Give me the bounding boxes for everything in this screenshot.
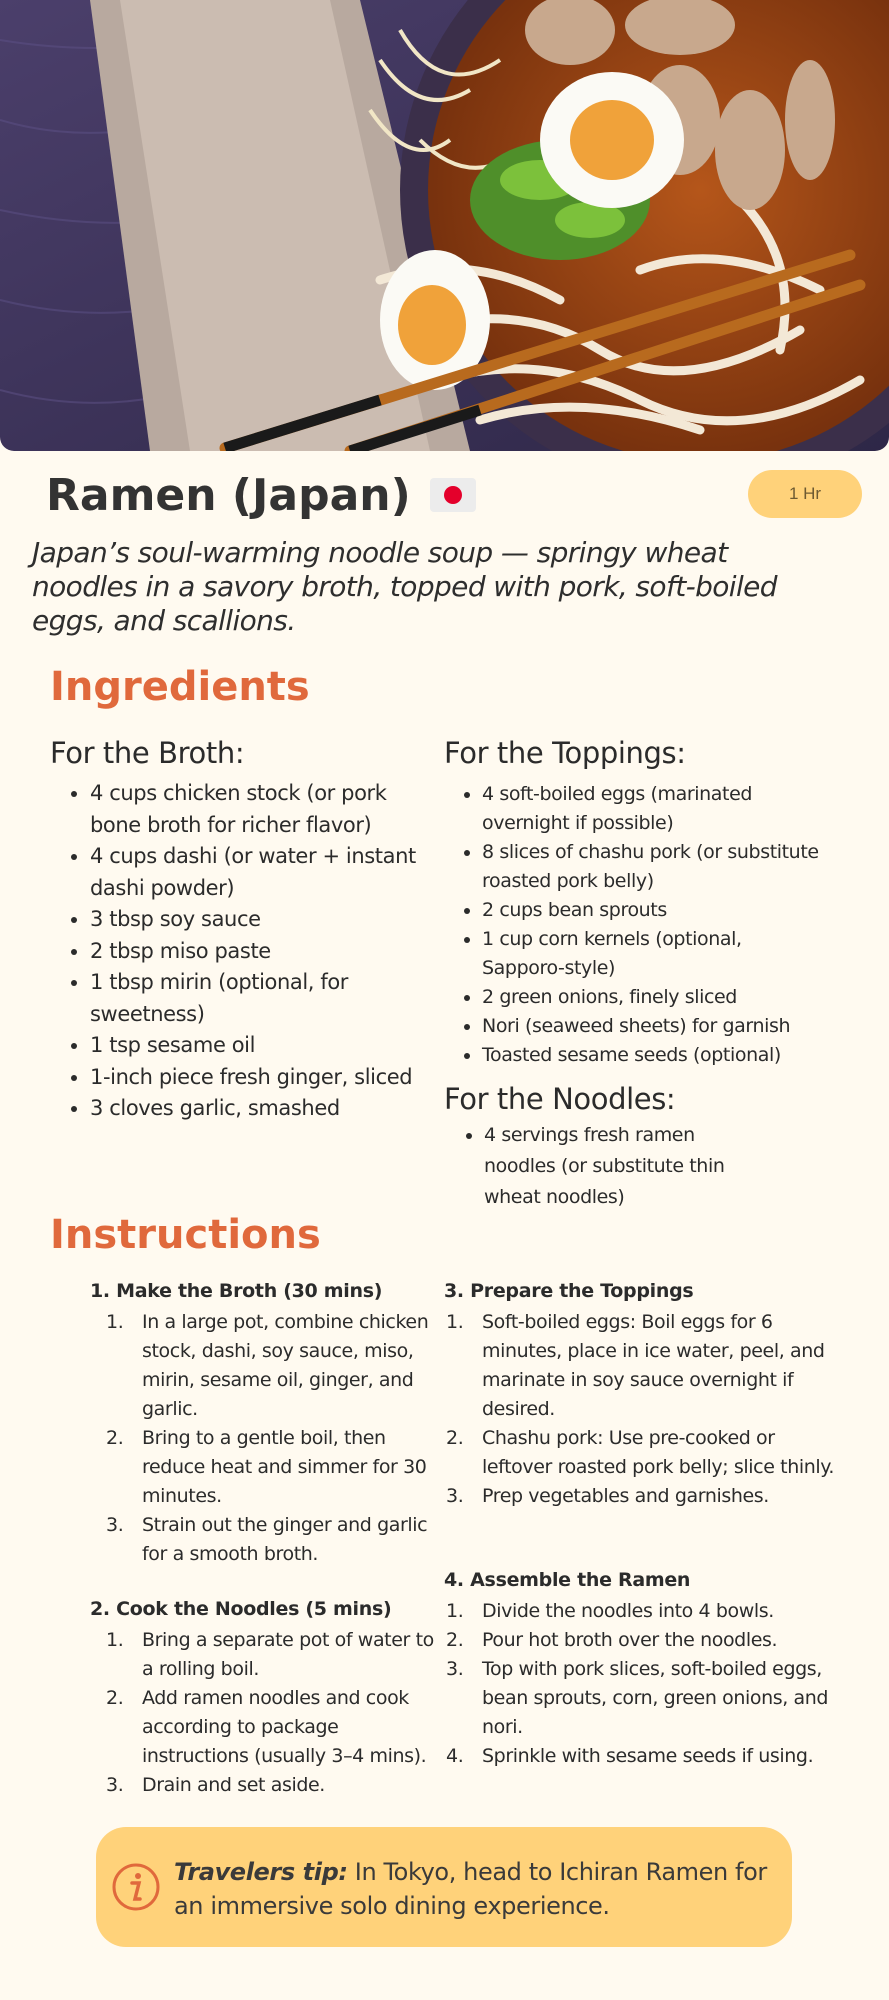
step-list	[90, 1308, 430, 1569]
travelers-tip	[96, 1827, 792, 1947]
list-item: Top with pork slices, soft-boiled eggs, bean sprouts, corn, green onions, and nori.	[482, 1658, 829, 1738]
japan-flag-icon	[430, 478, 476, 512]
list-item: Pour hot broth over the noodles.	[482, 1629, 778, 1651]
step-title: 2. Cook the Noodles (5 mins)	[90, 1598, 392, 1620]
info-icon	[110, 1861, 162, 1913]
recipe-intro: Japan’s soul-warming noodle soup — springy wheat noodles in a savory broth, topped with pork, soft-boiled eggs, and scallions.	[32, 536, 777, 637]
tip-label: Travelers tip:	[174, 1858, 348, 1886]
broth-list	[90, 778, 430, 1125]
list-item: Strain out the ginger and garlic for a smooth broth.	[142, 1514, 428, 1565]
list-item: Soft-boiled eggs: Boil eggs for 6 minutes, place in ice water, peel, and marinate in soy sauce overnight if desired.	[482, 1311, 825, 1420]
recipe-title: Ramen (Japan)	[46, 470, 411, 521]
list-item: Add ramen noodles and cook according to package instructions (usually 3–4 mins).	[142, 1687, 427, 1767]
step-title: 3. Prepare the Toppings	[444, 1280, 694, 1302]
time-badge: 1 Hr	[748, 470, 862, 518]
list-item: Drain and set aside.	[142, 1774, 325, 1796]
tip-body: In Tokyo, head to Ichiran Ramen for an immersive solo dining experience.	[174, 1858, 767, 1920]
list-item: • 2 cups bean sprouts	[482, 896, 822, 925]
noodles-list	[484, 1120, 754, 1213]
list-item: • 3 tbsp soy sauce	[90, 904, 430, 936]
list-item: Bring a separate pot of water to a rolling boil.	[142, 1629, 434, 1680]
list-item: • 4 servings fresh ramen noodles (or substitute thin wheat noodles)	[484, 1120, 754, 1213]
list-item: • 1 cup corn kernels (optional, Sapporo-style)	[482, 925, 822, 983]
step-list	[446, 1308, 846, 1511]
list-item: • 1 tsp sesame oil	[90, 1030, 430, 1062]
step-list	[446, 1597, 856, 1771]
list-item: Sprinkle with sesame seeds if using.	[482, 1745, 814, 1767]
step-title: 1. Make the Broth (30 mins)	[90, 1280, 383, 1302]
step-title: 4. Assemble the Ramen	[444, 1569, 691, 1591]
ramen-bowl-image	[0, 0, 889, 451]
list-item: Chashu pork: Use pre-cooked or leftover roasted pork belly; slice thinly.	[482, 1427, 835, 1478]
list-item: • 3 cloves garlic, smashed	[90, 1093, 430, 1125]
step-list	[90, 1626, 450, 1800]
toppings-list	[482, 780, 822, 1070]
hero-photo	[0, 0, 889, 451]
list-item: • Toasted sesame seeds (optional)	[482, 1041, 822, 1070]
toppings-heading: For the Toppings:	[444, 736, 686, 770]
broth-heading: For the Broth:	[50, 736, 245, 770]
list-item: • 8 slices of chashu pork (or substitute roasted pork belly)	[482, 838, 822, 896]
list-item: Bring to a gentle boil, then reduce heat and simmer for 30 minutes.	[142, 1427, 427, 1507]
list-item: • 4 soft-boiled eggs (marinated overnight if possible)	[482, 780, 822, 838]
list-item: • 2 tbsp miso paste	[90, 936, 430, 968]
instructions-heading: Instructions	[50, 1212, 321, 1258]
list-item: • 1 tbsp mirin (optional, for sweetness)	[90, 967, 430, 1030]
list-item: • 1-inch piece fresh ginger, sliced	[90, 1062, 430, 1094]
list-item: • 4 cups dashi (or water + instant dashi powder)	[90, 841, 430, 904]
ingredients-heading: Ingredients	[50, 664, 310, 710]
list-item: • 2 green onions, finely sliced	[482, 983, 822, 1012]
list-item: In a large pot, combine chicken stock, dashi, soy sauce, miso, mirin, sesame oil, ginger, and garlic.	[142, 1311, 429, 1420]
list-item: Prep vegetables and garnishes.	[482, 1485, 769, 1507]
list-item: Divide the noodles into 4 bowls.	[482, 1600, 774, 1622]
tip-text	[174, 1855, 774, 1923]
list-item: • 4 cups chicken stock (or pork bone broth for richer flavor)	[90, 778, 430, 841]
noodles-heading: For the Noodles:	[444, 1082, 676, 1116]
list-item: • Nori (seaweed sheets) for garnish	[482, 1012, 822, 1041]
